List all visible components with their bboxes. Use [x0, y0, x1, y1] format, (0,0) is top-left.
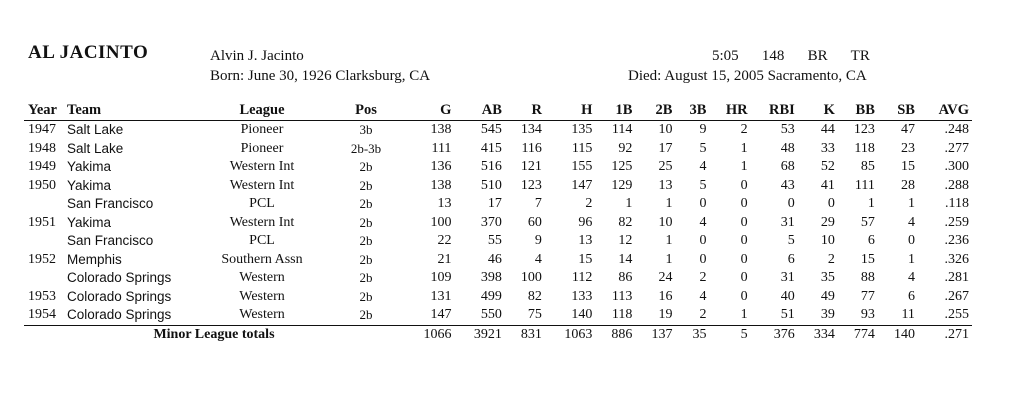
cell-k: 39 [820, 307, 835, 323]
cell-b1: 1 [625, 196, 633, 212]
table-row [24, 121, 972, 140]
cell-year: 1947 [28, 122, 56, 138]
cell-r: 4 [534, 251, 542, 267]
cell-ab: 46 [487, 251, 502, 267]
player-full-name: Alvin J. Jacinto [210, 48, 304, 64]
cell-b3: 2 [699, 307, 707, 323]
cell-b3: 5 [699, 177, 707, 193]
cell-ab: 370 [480, 214, 502, 230]
cell-b1: 12 [618, 233, 633, 249]
cell-g: 111 [431, 140, 452, 156]
cell-b1: 114 [611, 122, 633, 138]
table-row [24, 158, 972, 177]
cell-b3: 4 [699, 288, 707, 304]
cell-team: Memphis [67, 251, 122, 267]
cell-b2: 10 [658, 214, 673, 230]
player-born: Born: June 30, 1926 Clarksburg, CA [210, 68, 431, 84]
cell-bb: 85 [860, 159, 875, 175]
cell-k: 49 [820, 288, 835, 304]
cell-team: San Francisco [67, 196, 154, 212]
table-row [24, 195, 972, 214]
cell-team: Yakima [67, 177, 112, 193]
cell-r: 75 [527, 307, 542, 323]
cell-hr: 0 [740, 233, 748, 249]
cell-year: 1951 [28, 214, 56, 230]
cell-avg: .281 [944, 270, 969, 286]
cell-hr: 0 [740, 214, 748, 230]
cell-b2: 25 [658, 159, 673, 175]
cell-g: 21 [437, 251, 452, 267]
column-header-sb: SB [878, 101, 918, 121]
cell-g: 22 [437, 233, 452, 249]
cell-hr: 0 [740, 177, 748, 193]
player-name: AL JACINTO [28, 42, 149, 63]
cell-rbi: 31 [780, 270, 795, 286]
table-row [24, 214, 972, 233]
cell-rbi: 6 [787, 251, 795, 267]
cell-b2: 24 [658, 270, 673, 286]
player-died: Died: August 15, 2005 Sacramento, CA [628, 68, 867, 84]
cell-pos: 2b [359, 251, 373, 267]
cell-avg: .248 [944, 122, 969, 138]
cell-rbi: 51 [780, 307, 795, 323]
cell-avg: .277 [944, 140, 969, 156]
cell-r: 121 [520, 159, 542, 175]
cell-r: 134 [520, 122, 542, 138]
cell-k: 44 [820, 122, 835, 138]
cell-sb: 11 [901, 307, 915, 323]
cell-year: 1954 [28, 307, 56, 323]
cell-pos: 2b [359, 196, 373, 212]
cell-g: 100 [430, 214, 452, 230]
cell-b2: 1 [665, 251, 673, 267]
cell-b3: 4 [699, 214, 707, 230]
cell-g: 109 [430, 270, 452, 286]
cell-bb: 88 [860, 270, 875, 286]
cell-bb: 15 [860, 251, 875, 267]
cell-h: 135 [571, 122, 593, 138]
cell-b2: 17 [658, 140, 673, 156]
totals-row [24, 325, 972, 344]
cell-g: 147 [430, 307, 452, 323]
cell-year [24, 269, 65, 288]
cell-hr: 1 [740, 159, 748, 175]
cell-sb: 4 [907, 214, 915, 230]
cell-year: 1950 [28, 177, 56, 193]
cell-ab: 550 [480, 307, 502, 323]
cell-b3: 4 [699, 159, 707, 175]
column-header-r: R [505, 101, 545, 121]
cell-league: Western Int [229, 159, 295, 175]
totals-label: Minor League totals [24, 325, 404, 344]
cell-sb: 4 [907, 270, 915, 286]
cell-h: 155 [571, 159, 593, 175]
cell-team: Yakima [67, 159, 112, 175]
table-row [24, 140, 972, 159]
cell-b3: 0 [699, 233, 707, 249]
stats-body [24, 121, 972, 345]
cell-ab: 516 [480, 159, 502, 175]
cell-bb: 6 [867, 233, 875, 249]
cell-sb: 28 [900, 177, 915, 193]
cell-avg: .267 [944, 288, 969, 304]
cell-b1: 113 [611, 288, 633, 304]
cell-league: Pioneer [240, 122, 284, 138]
cell-sb: 1 [907, 251, 915, 267]
cell-avg: .300 [944, 159, 969, 175]
column-header-ab: AB [454, 101, 504, 121]
cell-r: 60 [527, 214, 542, 230]
cell-league: Western [239, 270, 285, 286]
cell-h: 15 [578, 251, 593, 267]
cell-r: 7 [534, 196, 542, 212]
bio-left [210, 46, 430, 86]
cell-sb: 15 [900, 159, 915, 175]
cell-hr: 0 [740, 288, 748, 304]
cell-bb: 118 [854, 140, 875, 156]
cell-h: 2 [585, 196, 593, 212]
cell-b1: 92 [618, 140, 633, 156]
cell-pos: 2b [359, 233, 373, 249]
cell-pos: 2b [359, 288, 373, 304]
table-row [24, 288, 972, 307]
cell-league: Western [239, 288, 285, 304]
cell-k: 33 [820, 140, 835, 156]
cell-bb: 111 [854, 177, 875, 193]
total-k: 334 [798, 325, 838, 344]
column-header-g: G [404, 101, 454, 121]
cell-year [24, 232, 65, 251]
cell-league: PCL [249, 196, 275, 212]
cell-rbi: 5 [787, 233, 795, 249]
cell-r: 100 [520, 270, 542, 286]
cell-k: 41 [820, 177, 835, 193]
total-g: 1066 [404, 325, 454, 344]
cell-sb: 6 [907, 288, 915, 304]
column-header-h: H [545, 101, 595, 121]
table-row [24, 232, 972, 251]
cell-rbi: 0 [787, 196, 795, 212]
cell-league: Western Int [229, 214, 295, 230]
cell-b1: 129 [611, 177, 633, 193]
cell-ab: 17 [487, 196, 502, 212]
cell-team: Yakima [67, 214, 112, 230]
cell-rbi: 48 [780, 140, 795, 156]
column-header-avg: AVG [918, 101, 972, 121]
total-sb: 140 [878, 325, 918, 344]
column-header-bb: BB [838, 101, 878, 121]
cell-h: 115 [571, 140, 593, 156]
cell-pos: 2b [359, 177, 373, 193]
column-header-3b: 3B [675, 101, 709, 121]
cell-k: 10 [820, 233, 835, 249]
cell-year: 1952 [28, 251, 56, 267]
table-row [24, 251, 972, 270]
cell-rbi: 31 [780, 214, 795, 230]
cell-ab: 398 [480, 270, 502, 286]
cell-hr: 0 [740, 251, 748, 267]
cell-year: 1948 [28, 140, 56, 156]
total-b3: 35 [675, 325, 709, 344]
cell-rbi: 40 [780, 288, 795, 304]
cell-sb: 23 [900, 140, 915, 156]
column-header-k: K [798, 101, 838, 121]
cell-hr: 2 [740, 122, 748, 138]
cell-h: 133 [571, 288, 593, 304]
stats-table [24, 101, 972, 344]
cell-r: 82 [527, 288, 542, 304]
cell-r: 9 [534, 233, 542, 249]
cell-bb: 123 [853, 122, 875, 138]
cell-b1: 82 [618, 214, 633, 230]
cell-pos: 2b [359, 270, 373, 286]
cell-k: 52 [820, 159, 835, 175]
cell-league: Western Int [229, 177, 295, 193]
cell-rbi: 68 [780, 159, 795, 175]
bio-right [628, 46, 870, 86]
cell-avg: .118 [945, 196, 969, 212]
cell-league: Pioneer [240, 140, 284, 156]
cell-hr: 0 [740, 270, 748, 286]
cell-b2: 1 [665, 196, 673, 212]
cell-g: 131 [430, 288, 452, 304]
cell-b3: 9 [699, 122, 707, 138]
cell-pos: 2b-3b [350, 140, 382, 156]
cell-pos: 2b [359, 307, 373, 323]
cell-h: 13 [578, 233, 593, 249]
cell-team: Colorado Springs [67, 307, 172, 323]
cell-r: 123 [520, 177, 542, 193]
cell-bb: 57 [860, 214, 875, 230]
cell-ab: 415 [480, 140, 502, 156]
cell-b2: 1 [665, 233, 673, 249]
column-header-1b: 1B [595, 101, 635, 121]
cell-h: 112 [571, 270, 593, 286]
cell-team: Salt Lake [67, 140, 124, 156]
total-r: 831 [505, 325, 545, 344]
column-header-rbi: RBI [751, 101, 798, 121]
cell-hr: 0 [740, 196, 748, 212]
cell-sb: 0 [907, 233, 915, 249]
cell-ab: 545 [480, 122, 502, 138]
cell-hr: 1 [740, 140, 748, 156]
cell-g: 136 [430, 159, 452, 175]
cell-g: 13 [437, 196, 452, 212]
cell-k: 0 [827, 196, 835, 212]
cell-year: 1953 [28, 288, 56, 304]
cell-team: Salt Lake [67, 122, 124, 138]
total-rbi: 376 [751, 325, 798, 344]
cell-avg: .326 [944, 251, 969, 267]
cell-b2: 16 [658, 288, 673, 304]
cell-ab: 499 [480, 288, 502, 304]
cell-pos: 3b [359, 122, 373, 138]
total-ab: 3921 [454, 325, 504, 344]
cell-pos: 2b [359, 214, 373, 230]
cell-b2: 13 [658, 177, 673, 193]
cell-sb: 1 [907, 196, 915, 212]
cell-r: 116 [521, 140, 542, 156]
cell-league: PCL [249, 233, 275, 249]
header-row [24, 101, 972, 121]
column-header-2b: 2B [635, 101, 675, 121]
cell-b1: 14 [618, 251, 633, 267]
cell-b3: 0 [699, 251, 707, 267]
cell-avg: .255 [944, 307, 969, 323]
total-avg: .271 [918, 325, 972, 344]
cell-ab: 510 [480, 177, 502, 193]
cell-b2: 19 [658, 307, 673, 323]
cell-hr: 1 [740, 307, 748, 323]
cell-b1: 86 [618, 270, 633, 286]
table-row [24, 269, 972, 288]
cell-rbi: 43 [780, 177, 795, 193]
cell-league: Southern Assn [221, 251, 303, 267]
cell-year [24, 195, 65, 214]
cell-year: 1949 [28, 159, 56, 175]
column-header-league: League [196, 101, 328, 121]
cell-team: Colorado Springs [67, 270, 172, 286]
total-h: 1063 [545, 325, 595, 344]
cell-h: 140 [571, 307, 593, 323]
cell-b3: 0 [699, 196, 707, 212]
cell-h: 96 [578, 214, 593, 230]
total-b1: 886 [595, 325, 635, 344]
cell-ab: 55 [487, 233, 502, 249]
cell-k: 29 [820, 214, 835, 230]
cell-team: Colorado Springs [67, 288, 172, 304]
cell-k: 35 [820, 270, 835, 286]
column-header-year: Year [24, 101, 65, 121]
cell-team: San Francisco [67, 233, 154, 249]
cell-g: 138 [430, 122, 452, 138]
column-header-team: Team [65, 101, 196, 121]
cell-h: 147 [571, 177, 593, 193]
total-hr: 5 [709, 325, 750, 344]
cell-avg: .236 [944, 233, 969, 249]
cell-b3: 5 [699, 140, 707, 156]
table-row [24, 177, 972, 196]
cell-sb: 47 [900, 122, 915, 138]
cell-bb: 93 [860, 307, 875, 323]
cell-b3: 2 [699, 270, 707, 286]
cell-b1: 125 [611, 159, 633, 175]
cell-bb: 1 [867, 196, 875, 212]
column-header-pos: Pos [328, 101, 404, 121]
cell-rbi: 53 [780, 122, 795, 138]
total-bb: 774 [838, 325, 878, 344]
player-physical: 5:05 148 BR TR [712, 48, 870, 64]
cell-k: 2 [827, 251, 835, 267]
cell-avg: .288 [944, 177, 969, 193]
total-b2: 137 [635, 325, 675, 344]
cell-b1: 118 [611, 307, 633, 323]
cell-bb: 77 [860, 288, 875, 304]
cell-avg: .259 [944, 214, 969, 230]
column-header-hr: HR [709, 101, 750, 121]
cell-pos: 2b [359, 159, 373, 175]
cell-g: 138 [430, 177, 452, 193]
table-row [24, 306, 972, 325]
cell-b2: 10 [658, 122, 673, 138]
cell-league: Western [239, 307, 285, 323]
